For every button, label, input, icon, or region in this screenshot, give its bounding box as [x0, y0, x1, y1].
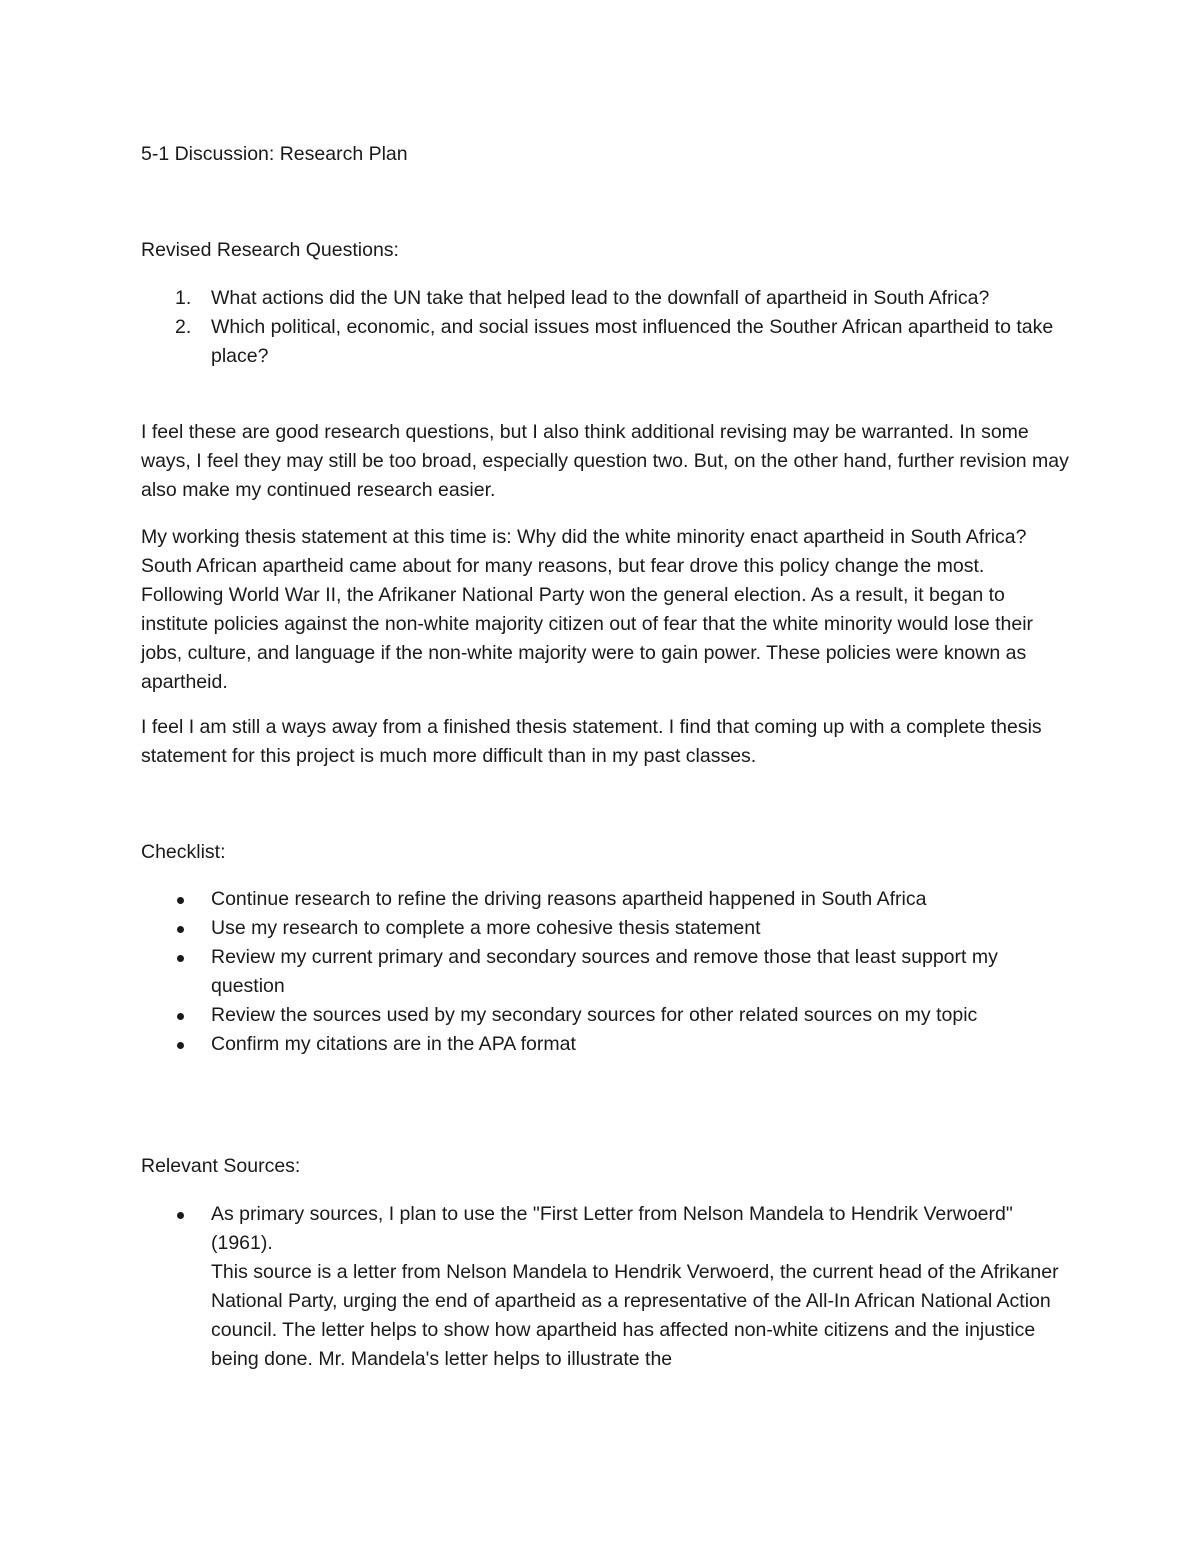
paragraph-thesis: My working thesis statement at this time is: Why did the white minority enact apartheid in South Africa? South African apartheid came about for many reasons, but fear drove this policy change the most. Following World War II, the Afrikaner National Party won the general election. As a result, it began to institute policies against the non-white majority citizen out of fear that the white minority would lose their jobs, culture, and language if the non-white majority were to gain power. These policies were known as apartheid.	[141, 526, 1034, 693]
list-item	[141, 1001, 1071, 1030]
paragraph-reflection: I feel these are good research questions, but I also think additional revising may be warranted. In some ways, I feel they may still be too broad, especially question two. But, on the other hand, further revision may also make my continued research easier.	[141, 421, 1069, 501]
bullet-icon	[177, 926, 184, 933]
research-questions-list	[141, 284, 1071, 371]
checklist	[141, 885, 1071, 1059]
list-item	[141, 914, 1071, 943]
list-item	[141, 1200, 1071, 1374]
list-item	[141, 885, 1071, 914]
checklist-item-text: Review the sources used by my secondary sources for other related sources on my topic	[211, 1004, 978, 1026]
list-item	[141, 313, 1071, 371]
bullet-icon	[177, 1013, 184, 1020]
bullet-icon	[177, 1212, 184, 1219]
bullet-icon	[177, 1042, 184, 1049]
checklist-item-text: Confirm my citations are in the APA format	[211, 1033, 576, 1055]
bullet-icon	[177, 897, 184, 904]
list-number: 1.	[175, 287, 192, 309]
checklist-item-text: Review my current primary and secondary sources and remove those that least support my question	[211, 946, 998, 997]
sources-heading: Relevant Sources:	[141, 1155, 301, 1177]
checklist-item-text: Use my research to complete a more cohesive thesis statement	[211, 917, 761, 939]
question-text: Which political, economic, and social issues most influenced the Souther African apartheid to take place?	[211, 316, 1054, 367]
paragraph-thesis-reflection: I feel I am still a ways away from a finished thesis statement. I find that coming up with a complete thesis statement for this project is much more difficult than in my past classes.	[141, 716, 1042, 767]
source-description: This source is a letter from Nelson Mandela to Hendrik Verwoerd, the current head of the Afrikaner National Party, urging the end of apartheid as a representative of the All-In African National Action council. The letter helps to show how apartheid has affected non-white citizens and the injustice being done. Mr. Mandela's letter helps to illustrate the	[211, 1261, 1059, 1370]
bullet-icon	[177, 955, 184, 962]
list-item	[141, 1030, 1071, 1059]
checklist-heading: Checklist:	[141, 841, 226, 863]
question-text: What actions did the UN take that helped lead to the downfall of apartheid in South Africa?	[211, 287, 990, 309]
document-title: 5-1 Discussion: Research Plan	[141, 143, 408, 165]
list-item	[141, 284, 1071, 313]
questions-heading: Revised Research Questions:	[141, 239, 399, 261]
list-number: 2.	[175, 316, 192, 338]
list-item	[141, 943, 1071, 1001]
sources-list	[141, 1200, 1071, 1374]
source-text: As primary sources, I plan to use the "First Letter from Nelson Mandela to Hendrik Verwoerd" (1961).	[211, 1203, 1013, 1254]
checklist-item-text: Continue research to refine the driving reasons apartheid happened in South Africa	[211, 888, 927, 910]
